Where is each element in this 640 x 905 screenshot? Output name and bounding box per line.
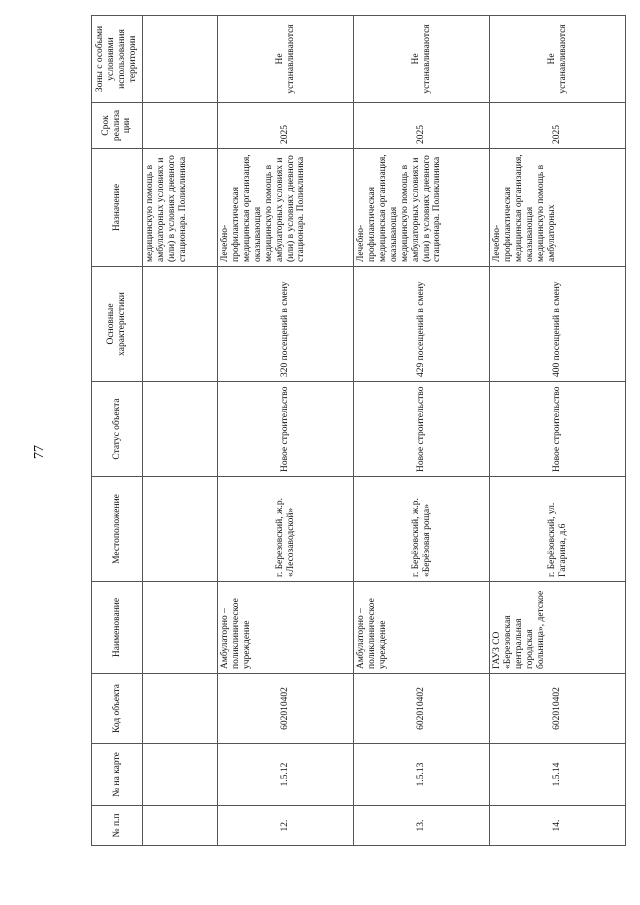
cell-empty bbox=[143, 382, 218, 477]
page-number: 77 bbox=[32, 445, 47, 459]
cell-purpose: медицинскую помощь в амбулаторных условиях и (или) в условиях дневного стационара. Поликлиника bbox=[143, 149, 218, 267]
col-header-zones: Зоны с особыми условиями использования территории bbox=[92, 16, 143, 103]
col-header-term: Срок реализа ции bbox=[92, 103, 143, 149]
col-header-characteristics: Основные характеристики bbox=[92, 267, 143, 382]
cell-code: 602010402 bbox=[354, 674, 490, 744]
col-header-status: Статус объекта bbox=[92, 382, 143, 477]
cell-purpose: Лечебно-профилактическая медицинская организация, оказывающая медицинскую помощь в амбулаторных условиях и (или) в условиях дневного стационара. Поликлиника bbox=[218, 149, 354, 267]
cell-empty bbox=[143, 806, 218, 846]
cell-map-no: 1.5.14 bbox=[490, 744, 626, 806]
cell-code: 602010402 bbox=[490, 674, 626, 744]
table-row bbox=[490, 16, 626, 846]
cell-empty bbox=[143, 103, 218, 149]
objects-table-wrapper bbox=[91, 16, 577, 846]
col-header-location: Местоположение bbox=[92, 477, 143, 582]
cell-status: Новое строительство bbox=[218, 382, 354, 477]
cell-num: 12. bbox=[218, 806, 354, 846]
col-header-map-no: № на карте bbox=[92, 744, 143, 806]
cell-characteristics: 320 посещений в смену bbox=[218, 267, 354, 382]
cell-num: 13. bbox=[354, 806, 490, 846]
cell-zones: Не устанавливаются bbox=[354, 16, 490, 103]
objects-table bbox=[91, 15, 626, 846]
table-row-continuation bbox=[143, 16, 218, 846]
cell-term: 2025 bbox=[354, 103, 490, 149]
cell-name: ГАУЗ СО «Березовская центральная городская больница», детское bbox=[490, 582, 626, 674]
cell-location: г. Березовский, ж.р. «Лесозаводской» bbox=[218, 477, 354, 582]
cell-num: 14. bbox=[490, 806, 626, 846]
cell-location: г. Берёзовский, ул. Гагарина, д.6 bbox=[490, 477, 626, 582]
cell-term: 2025 bbox=[218, 103, 354, 149]
cell-map-no: 1.5.12 bbox=[218, 744, 354, 806]
cell-term: 2025 bbox=[490, 103, 626, 149]
cell-empty bbox=[143, 267, 218, 382]
cell-zones: Не устанавливаются bbox=[490, 16, 626, 103]
cell-map-no: 1.5.13 bbox=[354, 744, 490, 806]
cell-code: 602010402 bbox=[218, 674, 354, 744]
table-row bbox=[218, 16, 354, 846]
table-row bbox=[354, 16, 490, 846]
table-header-row bbox=[92, 16, 143, 846]
cell-purpose: Лечебно-профилактическая медицинская организация, оказывающая медицинскую помощь в амбулаторных условиях и (или) в условиях дневного стационара. Поликлиника bbox=[354, 149, 490, 267]
cell-empty bbox=[143, 744, 218, 806]
cell-location: г. Берёзовский, ж.р. «Берёзовая роща» bbox=[354, 477, 490, 582]
cell-status: Новое строительство bbox=[354, 382, 490, 477]
cell-status: Новое строительство bbox=[490, 382, 626, 477]
col-header-purpose: Назначение bbox=[92, 149, 143, 267]
col-header-name: Наименование bbox=[92, 582, 143, 674]
cell-empty bbox=[143, 582, 218, 674]
cell-empty bbox=[143, 16, 218, 103]
cell-characteristics: 429 посещений в смену bbox=[354, 267, 490, 382]
cell-purpose: Лечебно-профилактическая медицинская организация, оказывающая медицинскую помощь в амбулаторных bbox=[490, 149, 626, 267]
col-header-code: Код объекта bbox=[92, 674, 143, 744]
cell-characteristics: 400 посещений в смену bbox=[490, 267, 626, 382]
col-header-num: № п.п bbox=[92, 806, 143, 846]
cell-name: Амбулаторно – поликлиническое учреждение bbox=[218, 582, 354, 674]
cell-name: Амбулаторно – поликлиническое учреждение bbox=[354, 582, 490, 674]
cell-zones: Не устанавливаются bbox=[218, 16, 354, 103]
cell-empty bbox=[143, 674, 218, 744]
cell-empty bbox=[143, 477, 218, 582]
